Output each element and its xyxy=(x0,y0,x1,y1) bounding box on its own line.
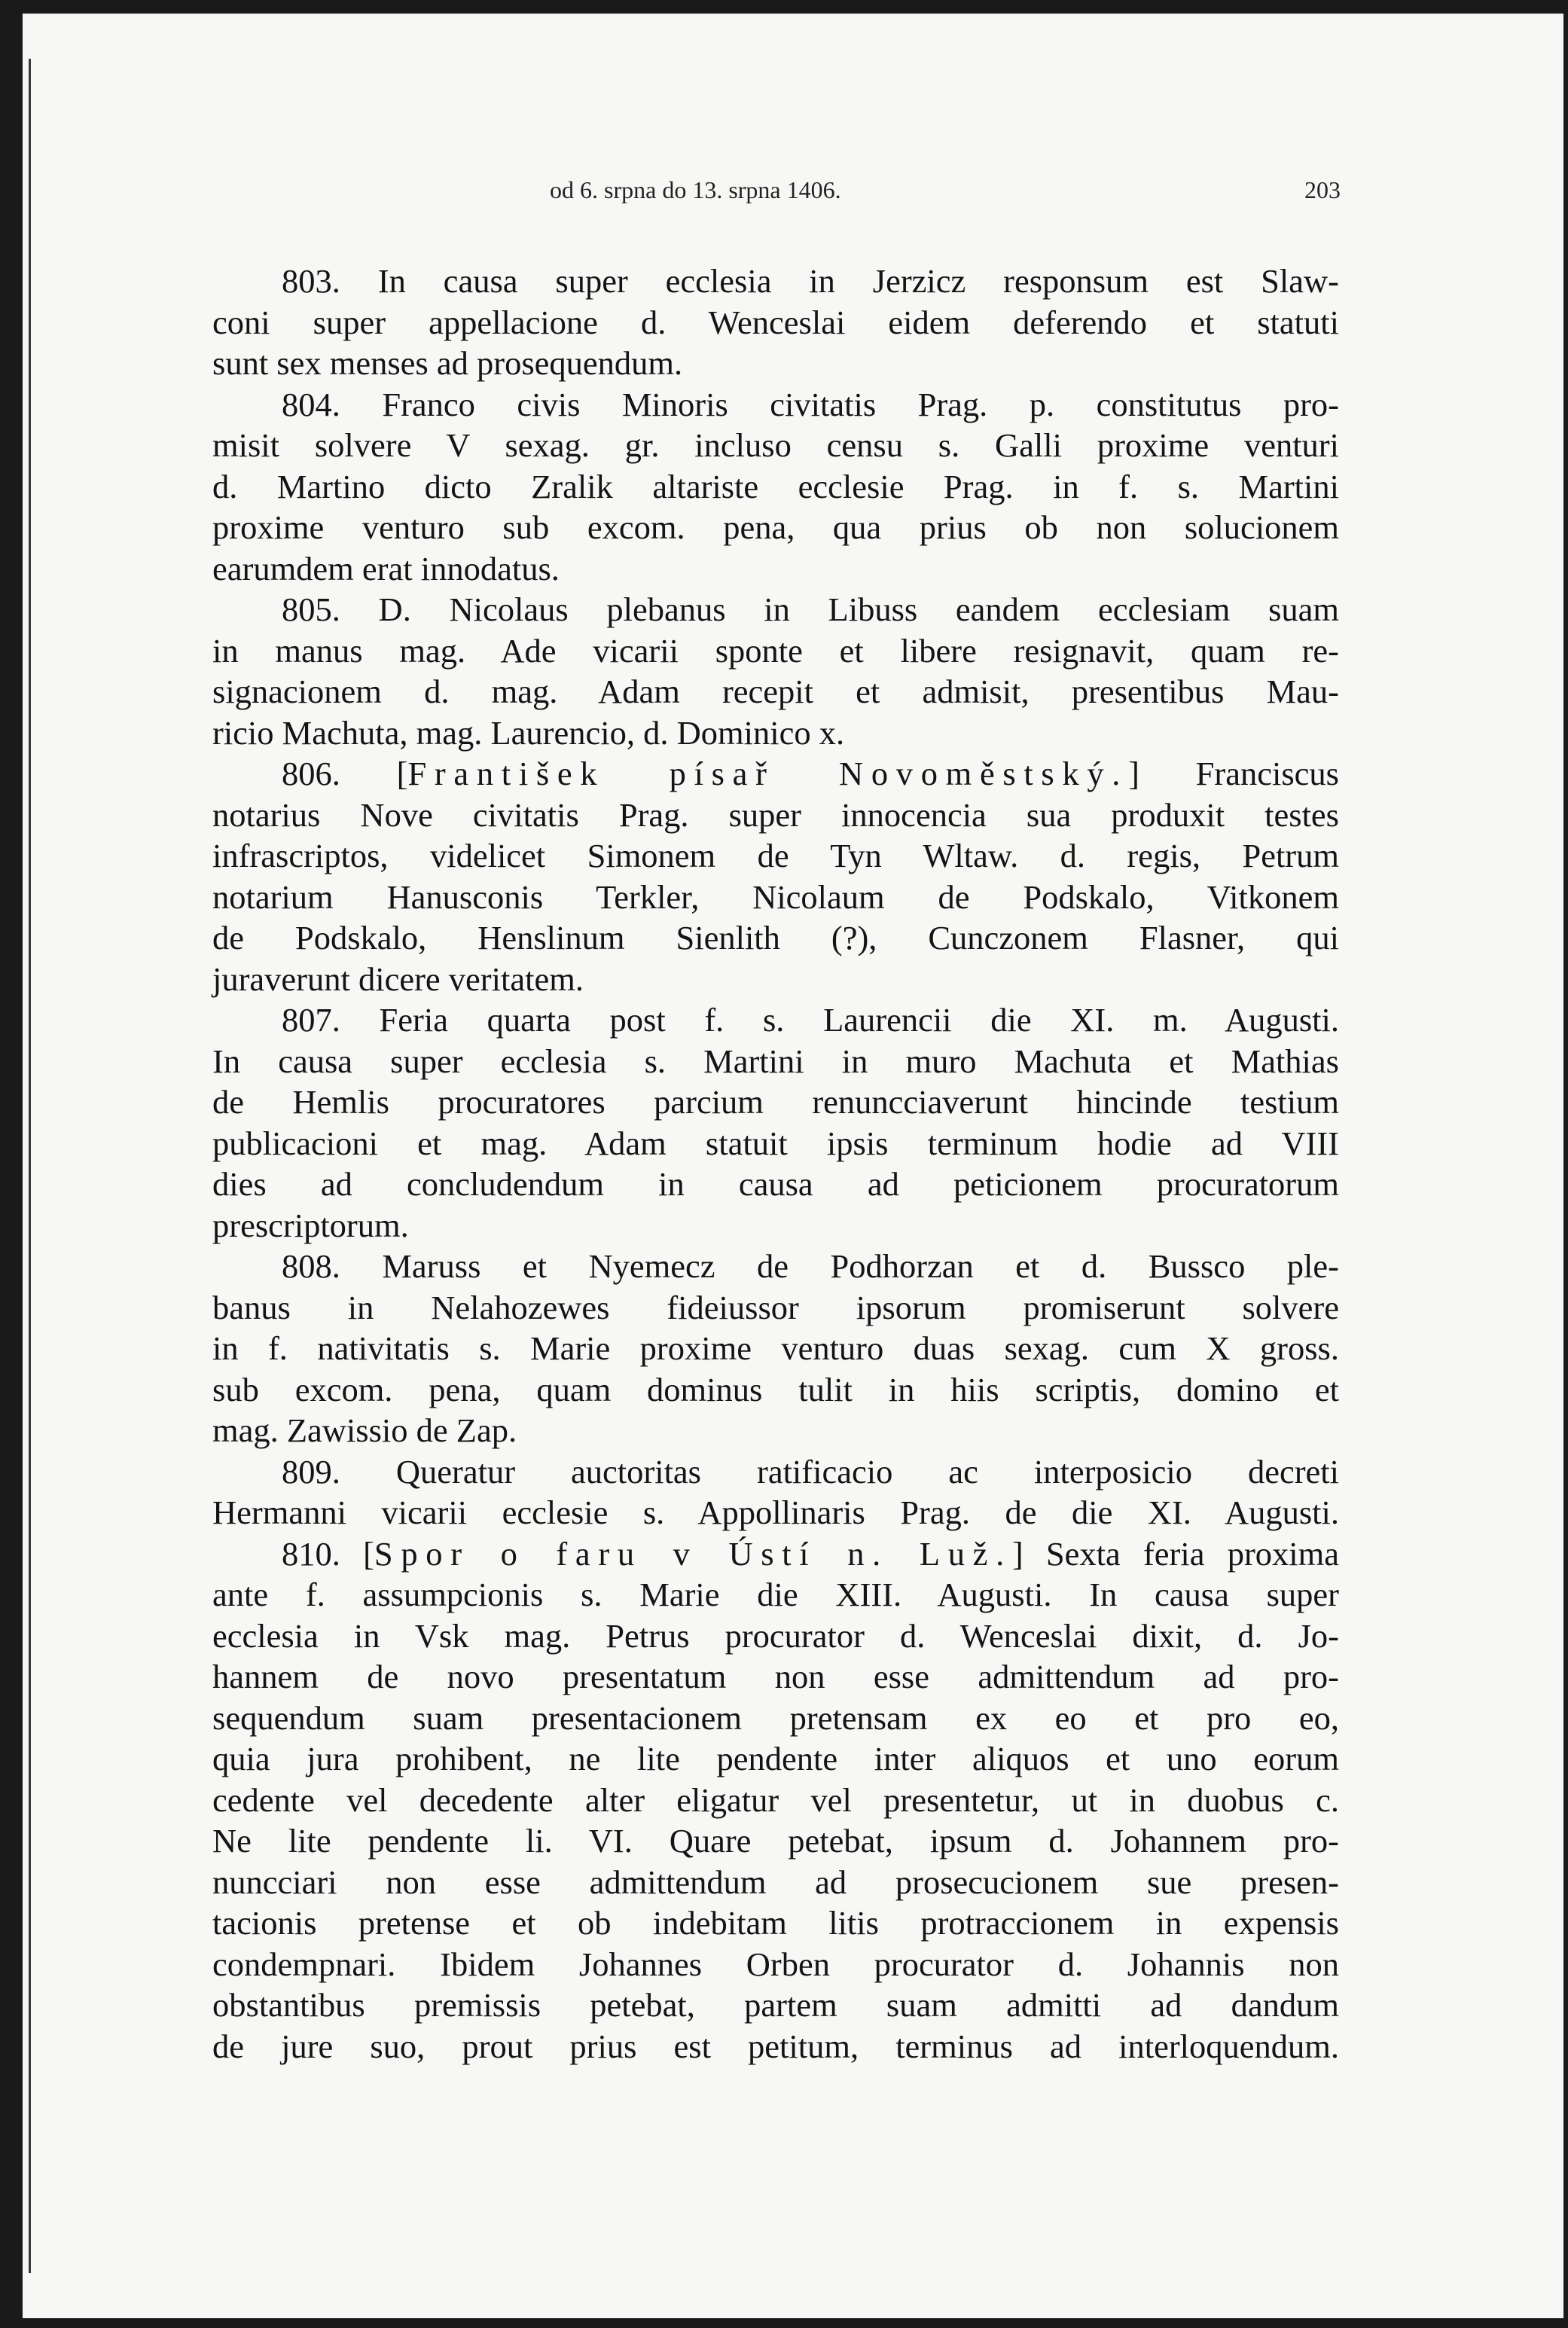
text-line: condempnari. Ibidem Johannes Orben procurator d. Johannis non xyxy=(212,1945,1339,1983)
text-line: ricio Machuta, mag. Laurencio, d. Dominico x. xyxy=(212,713,845,752)
text-line: 808. Maruss et Nyemecz de Podhorzan et d. Bussco ple- xyxy=(282,1247,1339,1285)
text-line: sunt sex menses ad prosequendum. xyxy=(212,344,683,382)
text-line: 805. D. Nicolaus plebanus in Libuss eandem ecclesiam suam xyxy=(282,590,1339,628)
text-line: sequendum suam presentacionem pretensam ex eo et pro eo, xyxy=(212,1698,1339,1737)
text-line: earumdem erat innodatus. xyxy=(212,549,560,587)
spaced-heading: Spor o faru v Ústí n. Luž. xyxy=(374,1534,1012,1573)
body-text xyxy=(212,261,1339,2067)
text-line: obstantibus premissis petebat, partem suam admitti ad dandum xyxy=(212,1986,1339,2024)
text-line: in f. nativitatis s. Marie proxime venturo duas sexag. cum X gross. xyxy=(212,1329,1339,1367)
book-page xyxy=(23,14,1563,2318)
text-line: publicacioni et mag. Adam statuit ipsis terminum hodie ad VIII xyxy=(212,1124,1339,1162)
text-line: notarium Hanusconis Terkler, Nicolaum de Podskalo, Vitkonem xyxy=(212,877,1339,916)
text-line: sub excom. pena, quam dominus tulit in hiis scriptis, domino et xyxy=(212,1370,1339,1408)
text-line: quia jura prohibent, ne lite pendente inter aliquos et uno eorum xyxy=(212,1740,1339,1777)
page-header xyxy=(211,176,1341,214)
page-number: 203 xyxy=(1304,176,1341,203)
text-line: nuncciari non esse admittendum ad prosecucionem sue presen- xyxy=(212,1863,1339,1901)
text-line: infrascriptos, videlicet Simonem de Tyn Wltaw. d. regis, Petrum xyxy=(212,837,1339,874)
text-line: proxime venturo sub excom. pena, qua prius ob non solucionem xyxy=(212,508,1339,546)
text-line: tacionis pretense et ob indebitam litis protraccionem in expensis xyxy=(212,1904,1339,1942)
text-line: Hermanni vicarii ecclesie s. Appollinaris Prag. de die XI. Augusti. xyxy=(212,1494,1339,1531)
text-line: 803. In causa super ecclesia in Jerzicz responsum est Slaw- xyxy=(282,262,1339,300)
text-segment: 806. [ xyxy=(282,755,408,792)
text-line: hannem de novo presentatum non esse admittendum ad pro- xyxy=(212,1658,1339,1695)
text-line xyxy=(212,1533,1339,1575)
text-line: ecclesia in Vsk mag. Petrus procurator d. Wenceslai dixit, d. Jo- xyxy=(212,1616,1339,1655)
text-line: 809. Queratur auctoritas ratificacio ac interposicio decreti xyxy=(282,1452,1339,1490)
text-line: de Hemlis procuratores parcium renuncciaverunt hincinde testium xyxy=(212,1083,1339,1121)
text-line: dies ad concludendum in causa ad peticionem procuratorum xyxy=(212,1165,1339,1203)
spaced-heading: František písař Novoměstský. xyxy=(407,755,1129,792)
text-line: juraverunt dicere veritatem. xyxy=(212,960,584,998)
text-line: Ne lite pendente li. VI. Quare petebat, ipsum d. Johannem pro- xyxy=(212,1822,1339,1860)
text-line: 804. Franco civis Minoris civitatis Prag. p. constitutus pro- xyxy=(282,385,1339,423)
text-line: banus in Nelahozewes fideiussor ipsorum promiserunt solvere xyxy=(212,1288,1339,1326)
text-line: mag. Zawissio de Zap. xyxy=(212,1411,517,1449)
text-segment: ] Franciscus xyxy=(1128,755,1339,792)
text-line: signacionem d. mag. Adam recepit et admisit, presentibus Mau- xyxy=(212,673,1339,710)
text-line: in manus mag. Ade vicarii sponte et libere resignavit, quam re- xyxy=(212,631,1339,670)
text-line: misit solvere V sexag. gr. incluso censu s. Galli proxime venturi xyxy=(212,426,1339,464)
text-line: notarius Nove civitatis Prag. super innocencia sua produxit testes xyxy=(212,795,1339,834)
text-line xyxy=(212,753,1339,795)
text-line: cedente vel decedente alter eligatur vel presentetur, ut in duobus c. xyxy=(212,1780,1339,1819)
text-line: de Podskalo, Henslinum Sienlith (?), Cunczonem Flasner, qui xyxy=(212,919,1339,957)
text-line: coni super appellacione d. Wenceslai eidem deferendo et statuti xyxy=(212,303,1339,341)
text-line: prescriptorum. xyxy=(212,1206,409,1244)
text-line: In causa super ecclesia s. Martini in muro Machuta et Mathias xyxy=(212,1042,1339,1080)
text-segment: 810. [ xyxy=(282,1534,374,1573)
text-line: 807. Feria quarta post f. s. Laurencii die XI. m. Augusti. xyxy=(282,1001,1339,1039)
scan-edge-line xyxy=(29,59,31,2273)
running-head: od 6. srpna do 13. srpna 1406. xyxy=(550,176,841,203)
text-segment: ] Sexta feria proxima xyxy=(1011,1534,1339,1573)
text-line: d. Martino dicto Zralik altariste ecclesie Prag. in f. s. Martini xyxy=(212,467,1339,505)
text-line: de jure suo, prout prius est petitum, terminus ad interloquendum. xyxy=(212,2027,1339,2065)
text-line: ante f. assumpcionis s. Marie die XIII. Augusti. In causa super xyxy=(212,1576,1339,1613)
